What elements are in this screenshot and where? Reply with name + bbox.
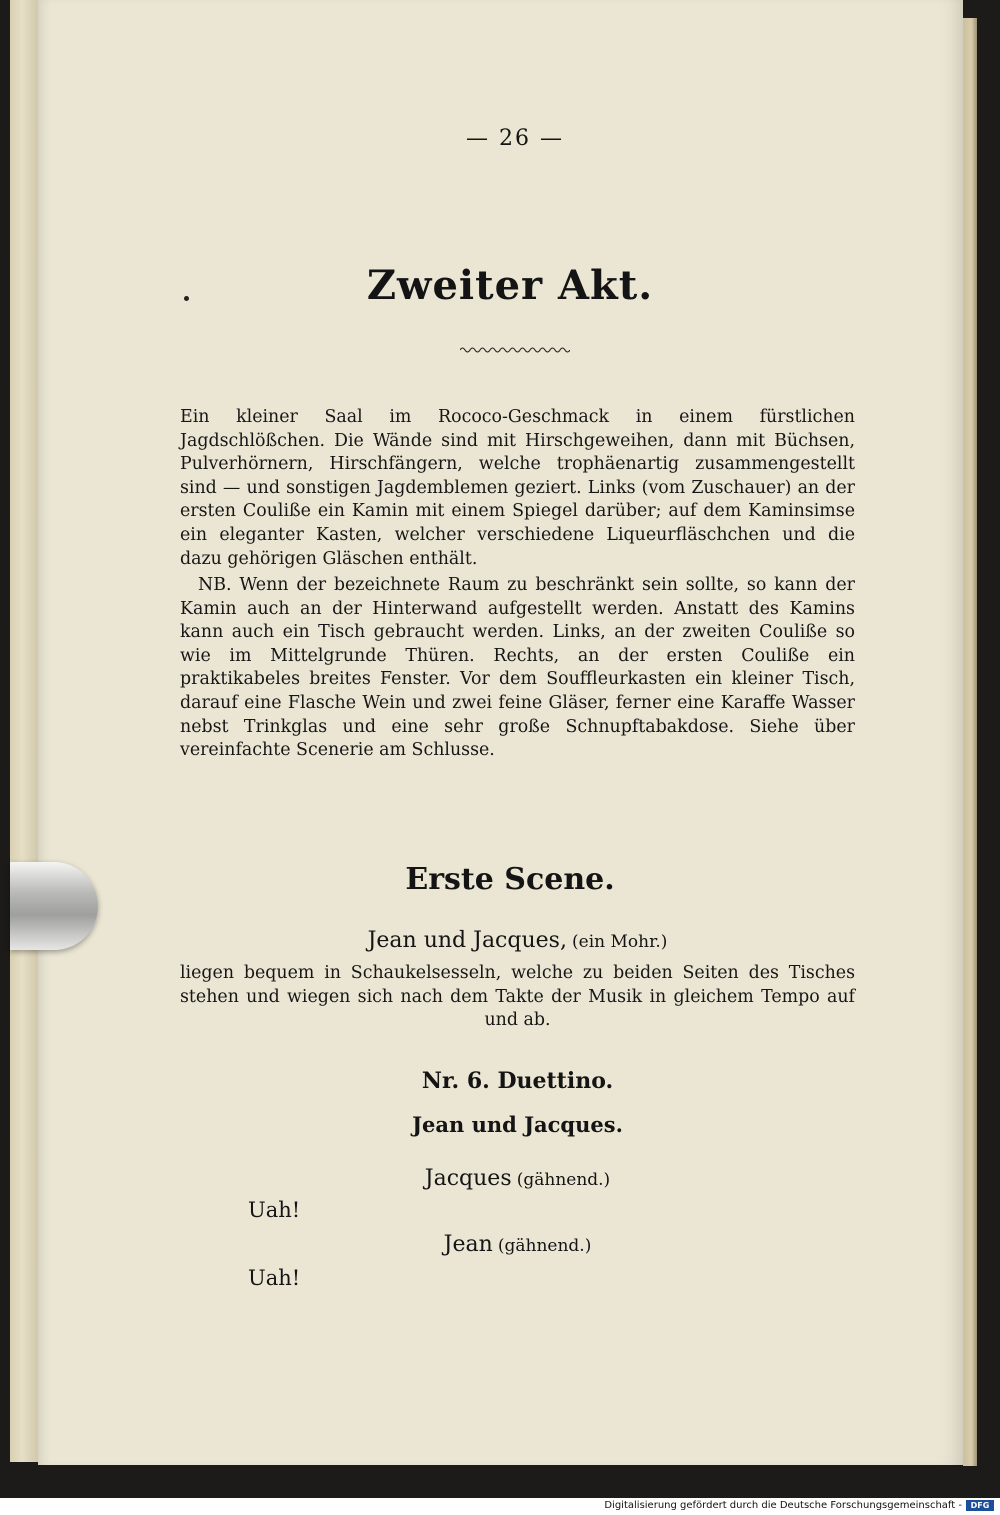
line2: Uah! <box>248 1266 301 1290</box>
number-singers: Jean und Jacques. <box>412 1112 623 1137</box>
number-title: Nr. 6. Duettino. <box>421 1068 614 1094</box>
speaker1: Jacques <box>424 1166 512 1191</box>
page-stack-edge <box>963 18 977 1466</box>
footer-credit: Digitalisierung gefördert durch die Deutsche Forschungsgemeinschaft - <box>604 1500 962 1511</box>
scene-characters-line <box>180 928 855 953</box>
page-clip-tab <box>10 862 98 950</box>
speaker2-line <box>180 1232 855 1257</box>
book-cover-edge <box>10 0 41 1462</box>
stage-direction: Ein kleiner Saal im Rococo-Geschmack in einem fürstlichen Jagdschlößchen. Die Wände sind mit Hirschgeweihen, dann mit Büchsen, Pulverhörnern, Hirschfängern, welche trophäenartig zusammengestellt sind — und sonstigen Jagdemblemen geziert. Links (vom Zuschauer) an der ersten Couliße ein Kamin mit einem Spiegel darüber; auf dem Kaminsimse ein eleganter Kasten, welcher verschiedene Liqueurfläschchen und die dazu gehörigen Gläschen enthält. <box>180 407 855 569</box>
speaker2-note: (gähnend.) <box>497 1236 592 1256</box>
scene-characters: Jean und Jacques, <box>367 928 567 953</box>
page-number: — 26 — <box>466 126 564 151</box>
dfg-logo: DFG <box>966 1500 994 1511</box>
scene-characters-note: (ein Mohr.) <box>572 932 668 952</box>
decorative-rule <box>460 345 570 355</box>
line1: Uah! <box>248 1198 301 1222</box>
speaker1-line <box>180 1166 855 1191</box>
act-title: Zweiter Akt. <box>366 262 654 309</box>
speaker1-note: (gähnend.) <box>516 1170 611 1190</box>
scene-direction: liegen bequem in Schaukelsesseln, welche zu beiden Seiten des Tisches stehen und wiegen sich nach dem Takte der Musik in gleichem Tempo auf und ab. <box>180 963 855 1031</box>
scene-title: Erste Scene. <box>405 862 615 897</box>
speaker2: Jean <box>443 1232 493 1257</box>
stage-note: NB. Wenn der bezeichnete Raum zu beschränkt sein sollte, so kann der Kamin auch an der Hinterwand aufgestellt werden. Anstatt des Kamins kann auch ein Tisch gebraucht werden. Links, an der zweiten Couliße so wie im Mittelgrunde Thüren. Rechts, an der ersten Couliße ein praktikabeles breites Fenster. Vor dem Souffleurkasten ein kleiner Tisch, darauf eine Flasche Wein und zwei feine Gläser, ferner eine Karaffe Wasser nebst Trinkglas und eine sehr große Schnupftabakdose. Siehe über vereinfachte Scenerie am Schlusse. <box>180 575 855 761</box>
ink-dot <box>184 296 189 301</box>
